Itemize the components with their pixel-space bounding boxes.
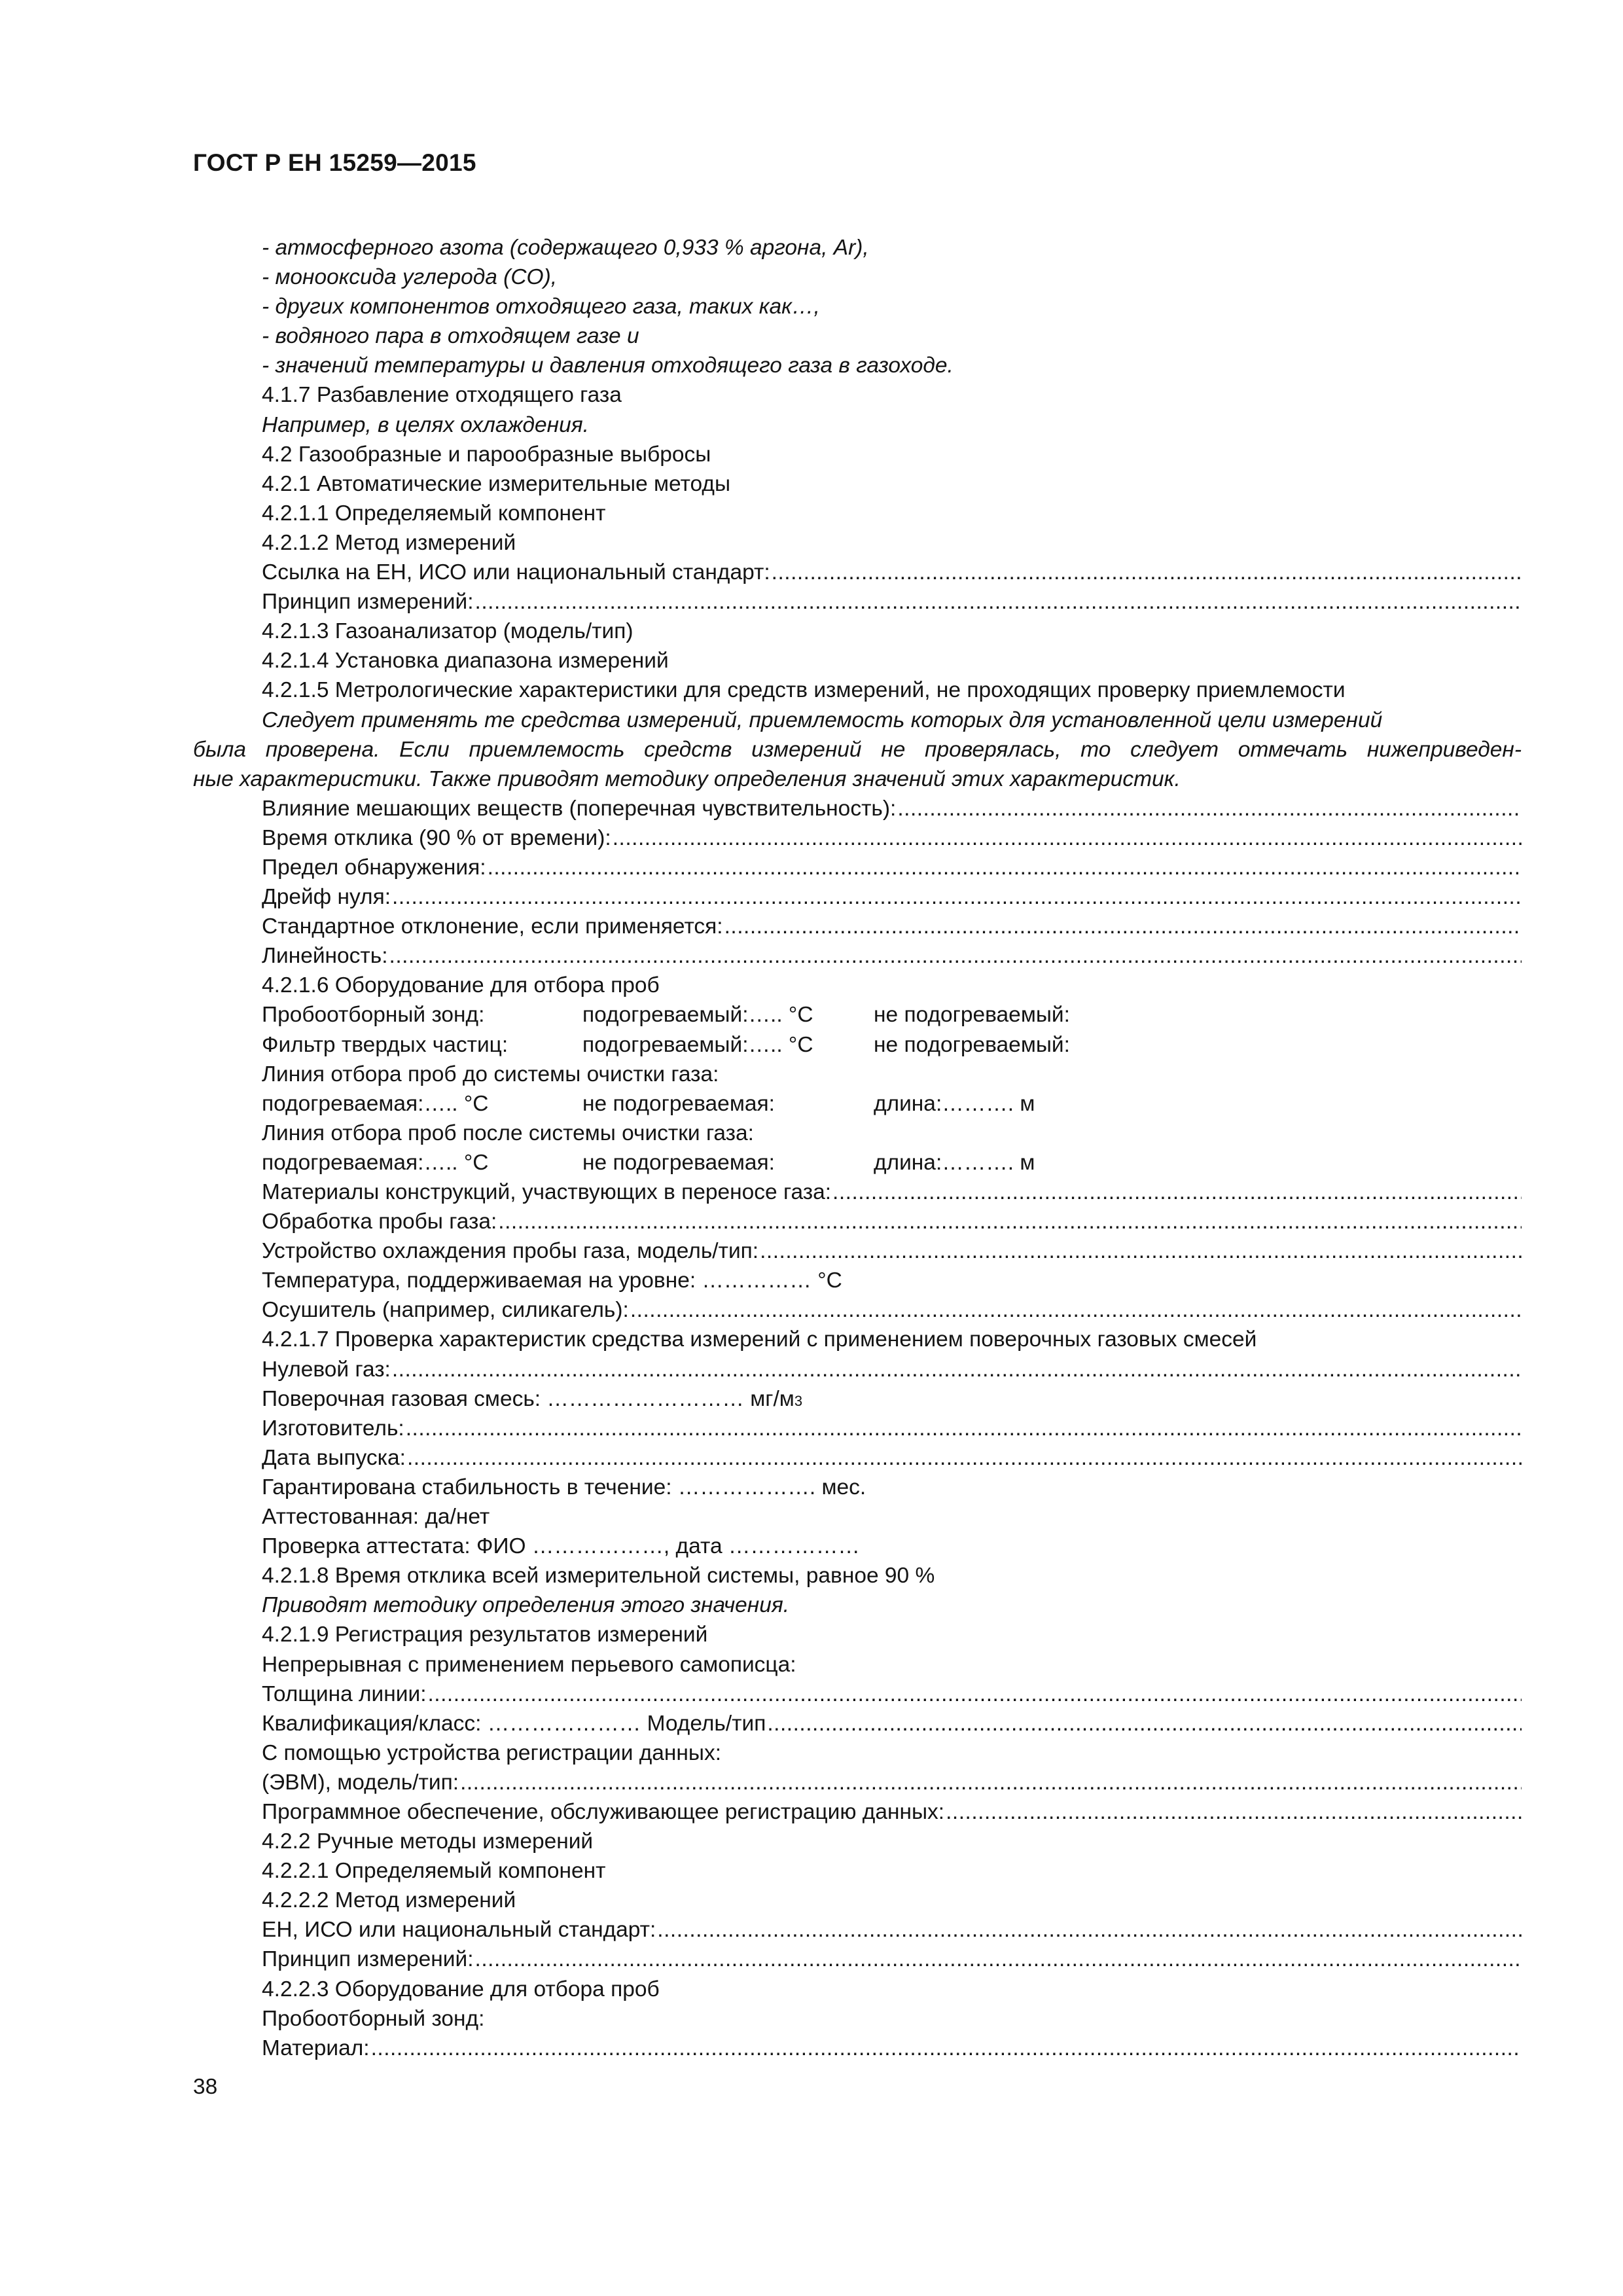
fill-line <box>832 1177 1522 1207</box>
text-line: Линия отбора проб после системы очистки газа: <box>262 1121 754 1145</box>
form-field <box>193 1177 1522 1207</box>
field-label: Линейность: <box>262 944 388 969</box>
form-field <box>193 823 1522 853</box>
form-row <box>193 1030 1522 1060</box>
form-field <box>193 1414 1522 1443</box>
section-heading: 4.2.2.1 Определяемый компонент <box>262 1859 606 1884</box>
fill-line <box>389 941 1522 971</box>
field-label: Поверочная газовая смесь: ……………………… мг/м <box>262 1386 794 1411</box>
field-label: Материалы конструкций, участвующих в переносе газа: <box>262 1180 832 1204</box>
form-field: Поверочная газовая смесь: ……………………… мг/м 3 <box>193 1384 1522 1414</box>
field-label: подогреваемая:….. °С <box>262 1150 489 1175</box>
form-row <box>193 1089 1522 1119</box>
field-label: Время отклика (90 % от времени): <box>262 825 611 850</box>
fill-line <box>657 1915 1522 1945</box>
form-field <box>193 1236 1522 1266</box>
text-line: Пробоотборный зонд: <box>262 2006 485 2031</box>
form-field <box>193 1443 1522 1473</box>
fill-line <box>767 1709 1522 1738</box>
fill-line <box>630 1295 1522 1325</box>
section-heading: 4.2 Газообразные и парообразные выбросы <box>262 442 711 467</box>
field-label: Дата выпуска: <box>262 1445 406 1470</box>
form-field <box>193 1207 1522 1236</box>
form-field <box>193 558 1522 587</box>
field-label: Материал: <box>262 2036 370 2060</box>
section-heading: 4.2.1.6 Оборудование для отбора проб <box>262 973 660 998</box>
form-field <box>193 912 1522 941</box>
document-body <box>193 233 1522 2063</box>
field-label: Предел обнаружения: <box>262 855 486 880</box>
fill-line <box>475 1945 1522 1974</box>
form-field <box>193 1355 1522 1384</box>
section-heading: 4.2.2.2 Метод измерений <box>262 1888 516 1913</box>
field-label: Стандартное отклонение, если применяется: <box>262 914 723 939</box>
section-heading: 4.2.1.7 Проверка характеристик средства измерений с применением поверочных газовых смесей <box>262 1327 1257 1352</box>
paragraph-line: Следует применять те средства измерений, приемлемость которых для установленной цели измерений <box>262 708 1383 732</box>
note-line: Например, в целях охлаждения. <box>262 412 589 437</box>
text-line: - атмосферного азота (содержащего 0,933 % аргона, Ar), <box>262 236 869 260</box>
field-label: Изготовитель: <box>262 1416 404 1441</box>
form-field <box>193 1295 1522 1325</box>
section-heading: 4.2.1.5 Метрологические характеристики для средств измерений, не проходящих проверку приемлемости <box>262 678 1346 703</box>
text-line: - монооксида углерода (CO), <box>262 265 558 290</box>
fill-line <box>946 1797 1522 1827</box>
section-heading: 4.2.1.9 Регистрация результатов измерений <box>262 1623 708 1647</box>
fill-line <box>371 2034 1522 2063</box>
field-label: Дрейф нуля: <box>262 885 391 910</box>
fill-line <box>772 558 1522 587</box>
form-field <box>193 587 1522 617</box>
field-label: Влияние мешающих веществ (поперечная чувствительность): <box>262 796 897 821</box>
field-label: ЕН, ИСО или национальный стандарт: <box>262 1918 656 1943</box>
fill-line <box>460 1768 1522 1797</box>
text-line: Линия отбора проб до системы очистки газа: <box>262 1062 719 1086</box>
field-label: подогреваемый:….. °С <box>582 1003 813 1028</box>
text-line: - значений температуры и давления отходящего газа в газоходе. <box>262 353 954 378</box>
field-label: Квалификация/класс: ………………… Модель/тип <box>262 1711 766 1736</box>
form-field <box>193 1915 1522 1945</box>
field-label: не подогреваемая: <box>582 1150 775 1175</box>
form-field <box>193 1945 1522 1974</box>
field-label: Толщина линии: <box>262 1681 427 1706</box>
field-label: Программное обеспечение, обслуживающее регистрацию данных: <box>262 1799 945 1824</box>
field-label: не подогреваемый: <box>874 1003 1070 1028</box>
field-label: (ЭВМ), модель/тип: <box>262 1770 459 1795</box>
italic-paragraph <box>193 706 1522 794</box>
section-heading: 4.2.1.4 Установка диапазона измерений <box>262 649 669 673</box>
section-heading: 4.2.1.3 Газоанализатор (модель/тип) <box>262 619 633 644</box>
fill-line <box>760 1236 1522 1266</box>
field-label: Принцип измерений: <box>262 1947 474 1972</box>
fill-line <box>475 587 1522 617</box>
section-heading: 4.2.2 Ручные методы измерений <box>262 1829 594 1854</box>
field-label: Принцип измерений: <box>262 590 474 615</box>
form-field <box>193 882 1522 912</box>
text-line: Аттестованная: да/нет <box>262 1505 490 1530</box>
field-label: Ссылка на ЕН, ИСО или национальный стандарт: <box>262 560 770 585</box>
note-line: Приводят методику определения этого значения. <box>262 1593 790 1618</box>
field-label: Устройство охлаждения пробы газа, модель/тип: <box>262 1239 759 1264</box>
fill-line <box>724 912 1522 941</box>
page-number: 38 <box>193 2075 218 2099</box>
text-line: Температура, поддерживаемая на уровне: …………… °С <box>262 1268 842 1293</box>
section-heading: 4.1.7 Разбавление отходящего газа <box>262 383 622 408</box>
form-field <box>193 853 1522 882</box>
fill-line <box>613 823 1522 853</box>
field-label: не подогреваемый: <box>874 1032 1070 1057</box>
form-row <box>193 1000 1522 1030</box>
text-line: С помощью устройства регистрации данных: <box>262 1740 722 1765</box>
form-field <box>193 1768 1522 1797</box>
section-heading: 4.2.1.2 Метод измерений <box>262 530 516 555</box>
text-line: Проверка аттестата: ФИО ………………, дата ……………… <box>262 1534 860 1559</box>
document-header: ГОСТ Р ЕН 15259—2015 <box>193 149 476 176</box>
fill-line <box>392 1355 1522 1384</box>
section-heading: 4.2.1.8 Время отклика всей измерительной системы, равное 90 % <box>262 1564 935 1588</box>
fill-line <box>392 882 1522 912</box>
field-label: подогреваемый:….. °С <box>582 1032 813 1057</box>
text-line: - водяного пара в отходящем газе и <box>262 324 639 349</box>
field-label: Осушитель (например, силикагель): <box>262 1298 629 1323</box>
form-field <box>193 794 1522 823</box>
fill-line <box>498 1207 1522 1236</box>
fill-line <box>407 1443 1522 1473</box>
text-line: Непрерывная с применением перьевого самописца: <box>262 1652 796 1677</box>
field-label: не подогреваемая: <box>582 1091 775 1116</box>
fill-line <box>406 1414 1522 1443</box>
fill-line <box>428 1679 1522 1709</box>
fill-line <box>488 853 1522 882</box>
field-label: подогреваемая:….. °С <box>262 1091 489 1116</box>
form-row <box>193 1148 1522 1177</box>
field-label: Обработка пробы газа: <box>262 1210 497 1234</box>
field-label: Пробоотборный зонд: <box>262 1003 485 1028</box>
fill-line <box>897 794 1522 823</box>
section-heading: 4.2.1.1 Определяемый компонент <box>262 501 606 526</box>
field-label: длина:………. м <box>874 1091 1035 1116</box>
text-line: - других компонентов отходящего газа, таких как…, <box>262 295 820 319</box>
form-field <box>193 1797 1522 1827</box>
field-label: Нулевой газ: <box>262 1357 391 1382</box>
field-label: Фильтр твердых частиц: <box>262 1032 508 1057</box>
section-heading: 4.2.1 Автоматические измерительные методы <box>262 471 731 496</box>
form-field <box>193 1679 1522 1709</box>
field-label: длина:………. м <box>874 1150 1035 1175</box>
form-field <box>193 941 1522 971</box>
form-field <box>193 1709 1522 1738</box>
paragraph-line: была проверена. Если приемлемость средств измерений не проверялась, то следует отмечать нижеприведен- <box>193 737 1522 762</box>
paragraph-line: ные характеристики. Также приводят методику определения значений этих характеристик. <box>193 766 1181 791</box>
text-line: Гарантирована стабильность в течение: ………………. мес. <box>262 1475 866 1499</box>
form-field <box>193 2034 1522 2063</box>
section-heading: 4.2.2.3 Оборудование для отбора проб <box>262 1977 660 2001</box>
